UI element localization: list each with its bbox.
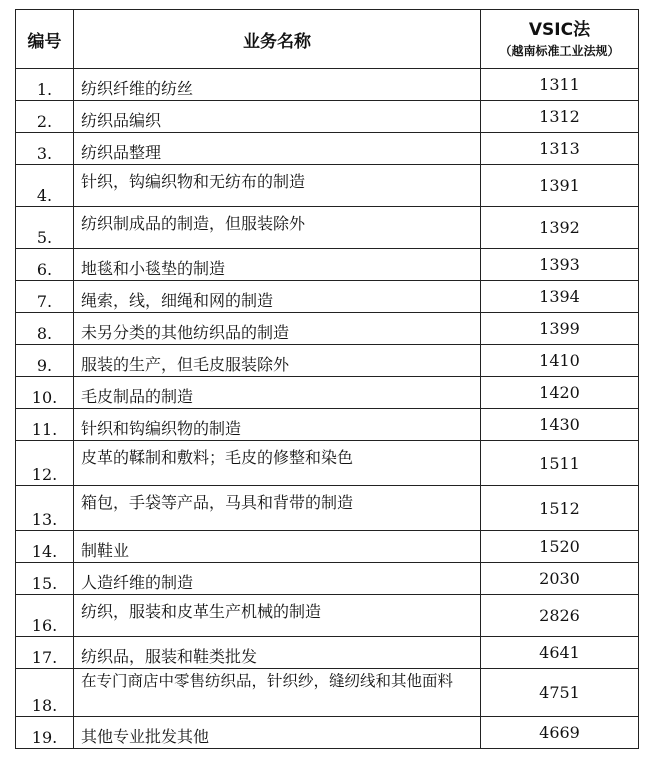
- row-business-name: 针织和钩编织物的制造: [74, 409, 481, 441]
- row-number: 2.: [16, 101, 74, 133]
- row-number: 14.: [16, 531, 74, 563]
- row-business-name: 其他专业批发其他: [74, 717, 481, 749]
- table-row: [16, 377, 639, 409]
- row-vsic-code: 1393: [481, 249, 639, 281]
- row-vsic-code: 1512: [481, 486, 639, 531]
- row-number: 18.: [16, 669, 74, 717]
- table-row: [16, 165, 639, 207]
- row-business-name: 纺织品整理: [74, 133, 481, 165]
- row-vsic-code: 1392: [481, 207, 639, 249]
- row-number: 16.: [16, 595, 74, 637]
- header-vsic-title: VSIC法: [528, 19, 591, 40]
- row-vsic-code: 1312: [481, 101, 639, 133]
- row-business-name: 针织，钩编织物和无纺布的制造: [74, 165, 481, 207]
- row-vsic-code: 4669: [481, 717, 639, 749]
- row-number: 3.: [16, 133, 74, 165]
- table-row: [16, 441, 639, 486]
- table-row: [16, 717, 639, 749]
- table-row: [16, 313, 639, 345]
- row-vsic-code: 2030: [481, 563, 639, 595]
- business-code-table: [15, 9, 639, 749]
- row-business-name: 箱包，手袋等产品，马具和背带的制造: [74, 486, 481, 531]
- row-number: 13.: [16, 486, 74, 531]
- row-number: 15.: [16, 563, 74, 595]
- row-vsic-code: 1420: [481, 377, 639, 409]
- row-number: 12.: [16, 441, 74, 486]
- row-vsic-code: 1520: [481, 531, 639, 563]
- header-vsic: [481, 10, 639, 69]
- table-row: [16, 595, 639, 637]
- row-business-name: 未另分类的其他纺织品的制造: [74, 313, 481, 345]
- row-number: 9.: [16, 345, 74, 377]
- row-business-name: 纺织品，服装和鞋类批发: [74, 637, 481, 669]
- row-vsic-code: 1311: [481, 69, 639, 101]
- row-vsic-code: 1430: [481, 409, 639, 441]
- row-vsic-code: 1313: [481, 133, 639, 165]
- row-number: 19.: [16, 717, 74, 749]
- row-business-name: 人造纤维的制造: [74, 563, 481, 595]
- header-number: 编号: [16, 10, 74, 69]
- row-number: 5.: [16, 207, 74, 249]
- row-business-name: 地毯和小毯垫的制造: [74, 249, 481, 281]
- row-business-name: 纺织纤维的纺丝: [74, 69, 481, 101]
- header-vsic-subtitle: （越南标准工业法规）: [499, 43, 620, 58]
- row-number: 17.: [16, 637, 74, 669]
- row-vsic-code: 4641: [481, 637, 639, 669]
- table-row: [16, 281, 639, 313]
- table-row: [16, 69, 639, 101]
- row-number: 4.: [16, 165, 74, 207]
- row-vsic-code: 1394: [481, 281, 639, 313]
- table-row: [16, 486, 639, 531]
- row-number: 10.: [16, 377, 74, 409]
- row-number: 7.: [16, 281, 74, 313]
- row-business-name: 毛皮制品的制造: [74, 377, 481, 409]
- row-business-name: 纺织品编织: [74, 101, 481, 133]
- row-vsic-code: 1399: [481, 313, 639, 345]
- row-business-name: 服装的生产，但毛皮服装除外: [74, 345, 481, 377]
- row-business-name: 制鞋业: [74, 531, 481, 563]
- row-business-name: 绳索，线，细绳和网的制造: [74, 281, 481, 313]
- row-number: 6.: [16, 249, 74, 281]
- table-row: [16, 669, 639, 717]
- row-number: 11.: [16, 409, 74, 441]
- row-vsic-code: 1410: [481, 345, 639, 377]
- table-row: [16, 345, 639, 377]
- table-row: [16, 637, 639, 669]
- table-row: [16, 563, 639, 595]
- table-row: [16, 531, 639, 563]
- row-number: 1.: [16, 69, 74, 101]
- row-business-name: 皮革的鞣制和敷料；毛皮的修整和染色: [74, 441, 481, 486]
- row-vsic-code: 4751: [481, 669, 639, 717]
- table-row: [16, 101, 639, 133]
- row-number: 8.: [16, 313, 74, 345]
- table-row: [16, 207, 639, 249]
- row-vsic-code: 1511: [481, 441, 639, 486]
- row-business-name: 纺织制成品的制造，但服装除外: [74, 207, 481, 249]
- row-vsic-code: 2826: [481, 595, 639, 637]
- row-business-name: 在专门商店中零售纺织品，针织纱，缝纫线和其他面料: [74, 669, 481, 717]
- table-header-row: [16, 10, 639, 69]
- header-business-name: 业务名称: [74, 10, 481, 69]
- table-row: [16, 409, 639, 441]
- table-row: [16, 133, 639, 165]
- row-vsic-code: 1391: [481, 165, 639, 207]
- table-row: [16, 249, 639, 281]
- row-business-name: 纺织，服装和皮革生产机械的制造: [74, 595, 481, 637]
